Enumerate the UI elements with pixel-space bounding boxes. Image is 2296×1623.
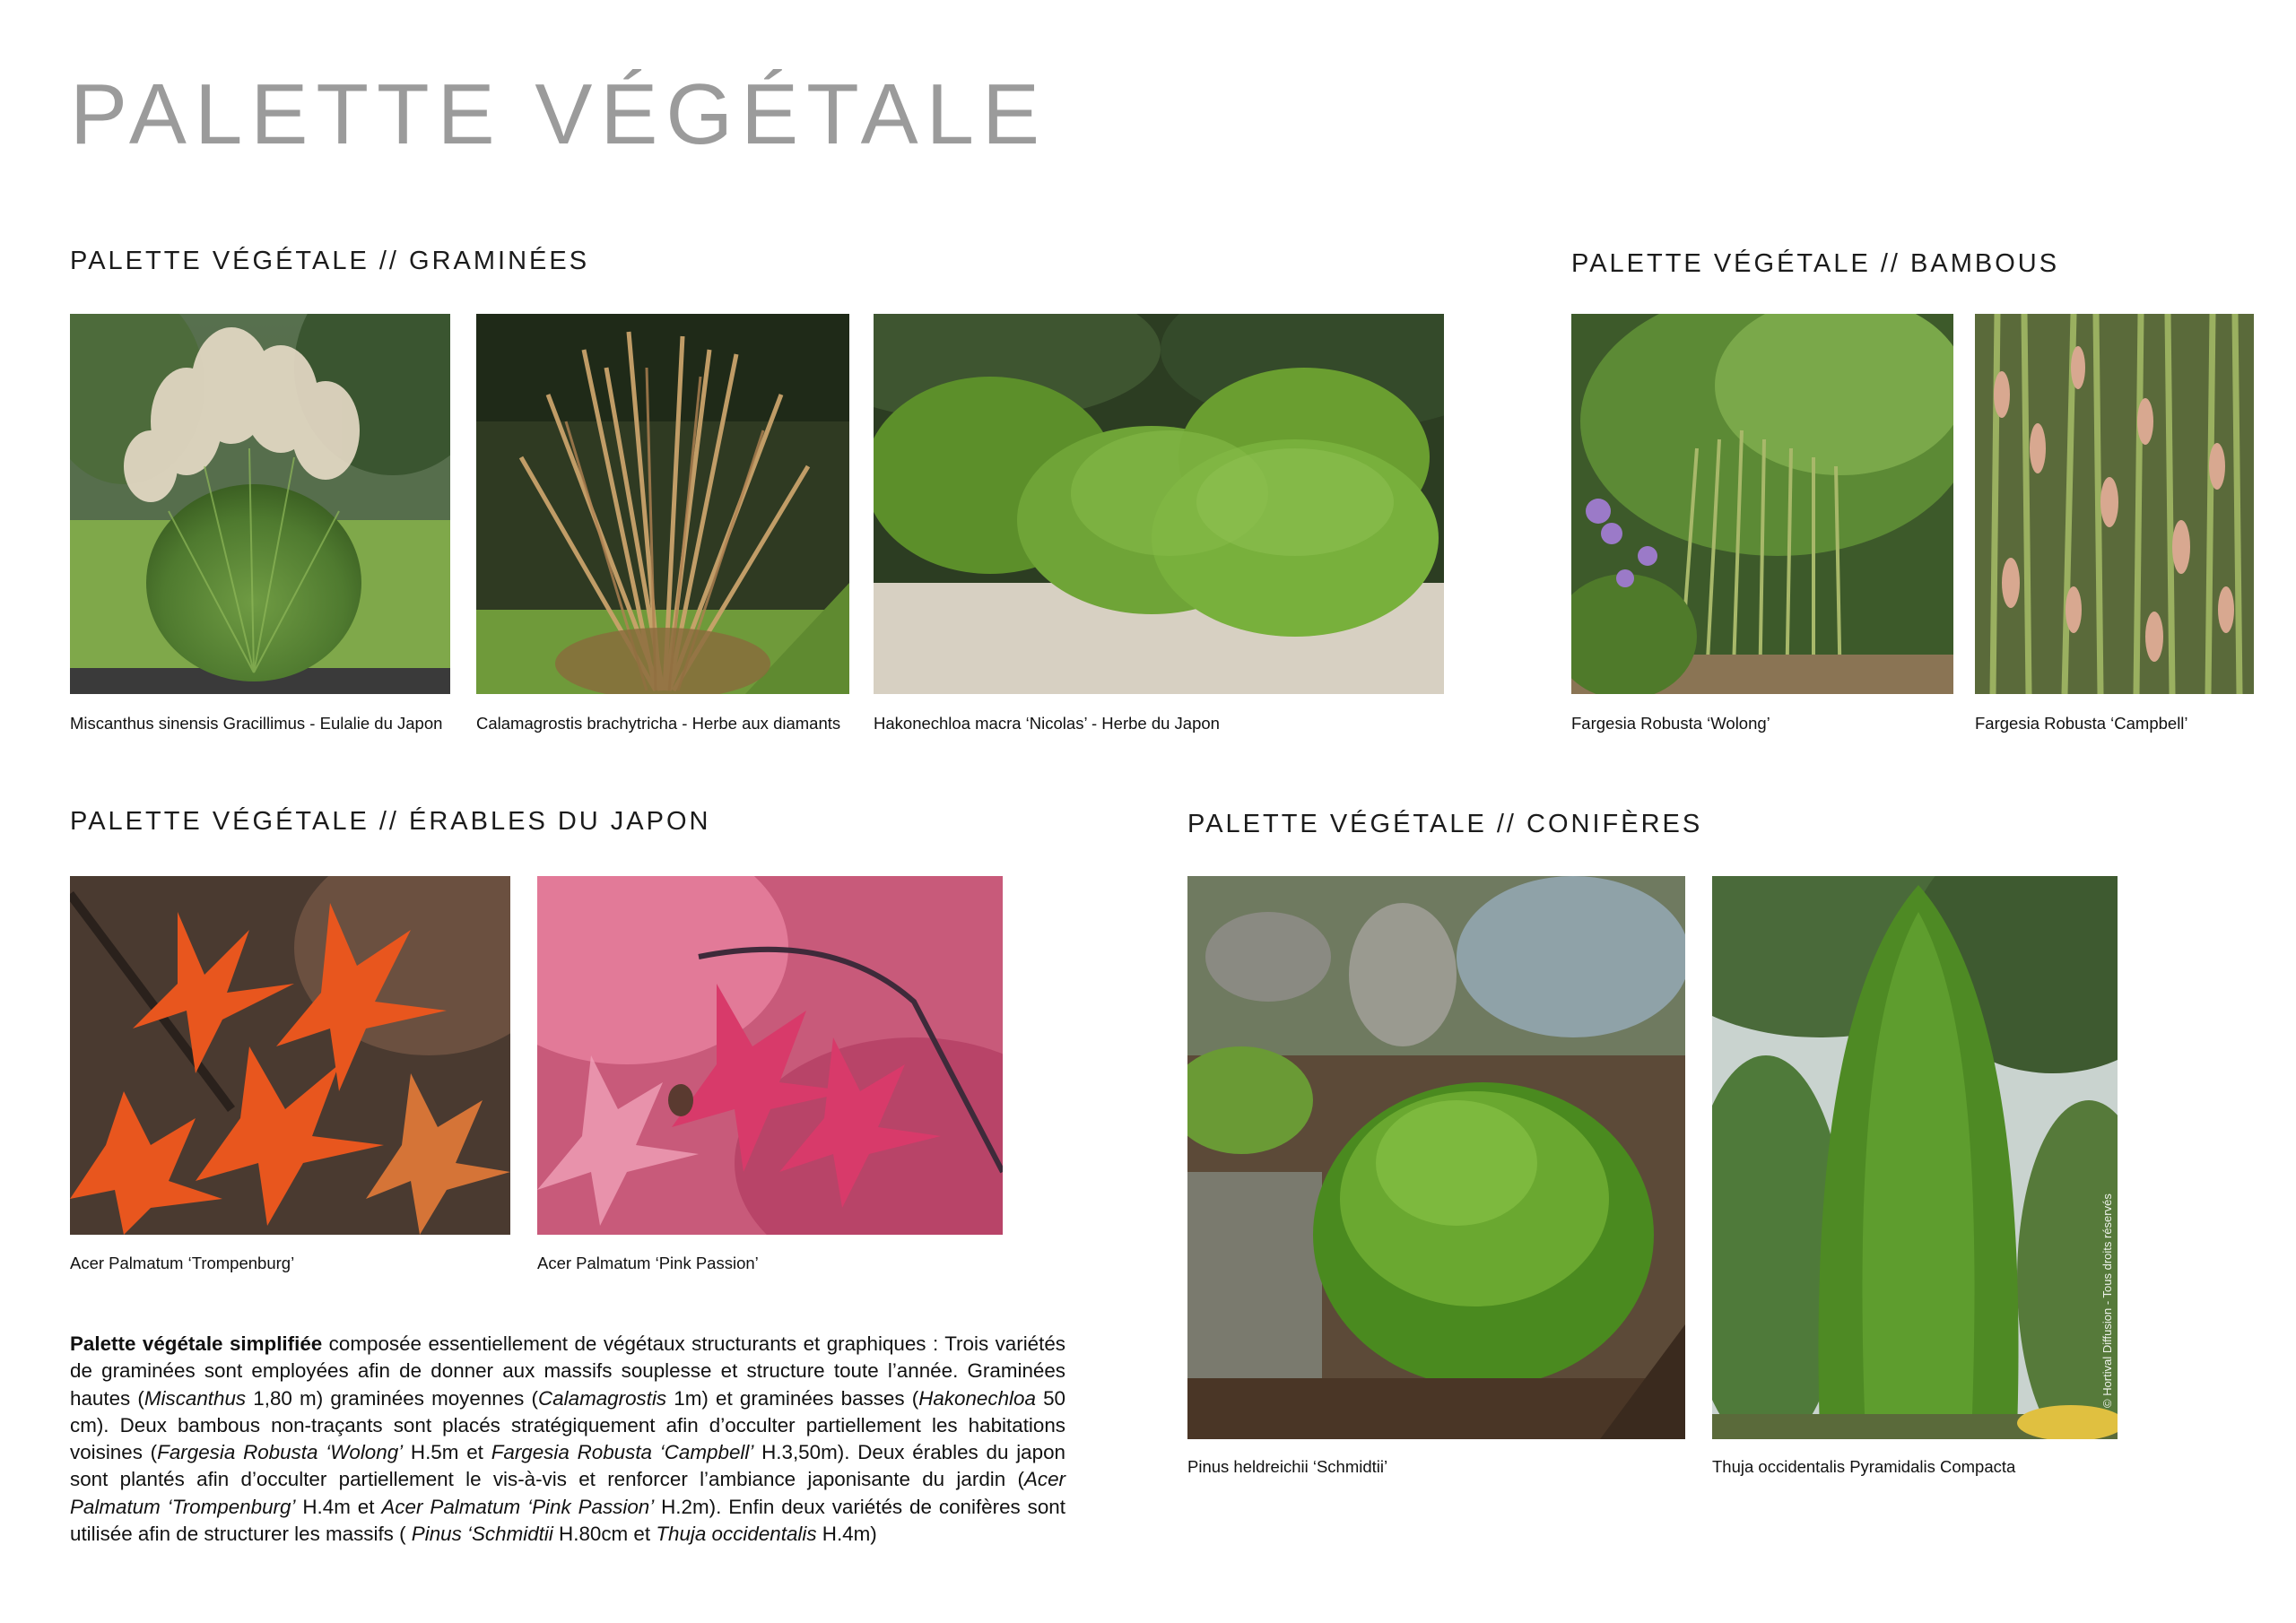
- description-text: 50 cm). Deux bambous non-traçants sont placés stratégiquement afin d’occulter partiellement les habitations voisines (: [70, 1386, 1066, 1464]
- section-title-bambous: PALETTE VÉGÉTALE // BAMBOUS: [1571, 249, 2060, 278]
- description-text: composée essentiellement de végétaux structurants et graphiques : Trois variétés de graminées sont employées afin de donner aux massifs souplesse et structure toute l’année. Graminées hautes (: [70, 1332, 1065, 1410]
- description-paragraph: [70, 1331, 1065, 1548]
- photo-campbell: [1975, 314, 2254, 694]
- description-lead: Palette végétale simplifiée: [70, 1332, 323, 1355]
- description-italic: Acer Palmatum ‘Pink Passion’: [381, 1495, 655, 1518]
- description-italic: Fargesia Robusta ‘Campbell’: [491, 1441, 754, 1464]
- description-italic: Thuja occidentalis: [656, 1523, 817, 1546]
- description-text: H.80cm et: [552, 1523, 657, 1546]
- caption-pink-passion: Acer Palmatum ‘Pink Passion’: [537, 1254, 759, 1272]
- photo-miscanthus: [70, 314, 450, 694]
- description-italic: Acer Palmatum ‘Trompenburg’: [70, 1468, 1065, 1518]
- description-text: 1m) et graminées basses (: [666, 1386, 919, 1410]
- photo-thuja: [1712, 876, 2118, 1439]
- description-text: 1,80 m) graminées moyennes (: [246, 1386, 539, 1410]
- caption-wolong: Fargesia Robusta ‘Wolong’: [1571, 714, 1770, 733]
- photo-trompenburg: [70, 876, 510, 1235]
- description-italic: Pinus ‘Schmidtii: [411, 1523, 553, 1546]
- caption-campbell: Fargesia Robusta ‘Campbell’: [1975, 714, 2188, 733]
- description-text: H.5m et: [403, 1441, 491, 1464]
- page-title: PALETTE VÉGÉTALE: [70, 66, 1048, 162]
- photo-wolong: [1571, 314, 1953, 694]
- caption-pinus: Pinus heldreichii ‘Schmidtii’: [1187, 1457, 1388, 1476]
- section-title-coniferes: PALETTE VÉGÉTALE // CONIFÈRES: [1187, 810, 1703, 838]
- description-italic: Miscanthus: [144, 1386, 247, 1410]
- description-italic: Hakonechloa: [918, 1386, 1036, 1410]
- caption-miscanthus: Miscanthus sinensis Gracillimus - Eulalie du Japon: [70, 714, 443, 733]
- description-italic: Calamagrostis: [538, 1386, 667, 1410]
- photo-calamagrostis: [476, 314, 849, 694]
- description-italic: Fargesia Robusta ‘Wolong’: [157, 1441, 404, 1464]
- description-text: H.2m). Enfin deux variétés de conifères sont utilisée afin de structurer les massifs (: [70, 1495, 1065, 1546]
- photo-hakonechloa: [874, 314, 1444, 694]
- section-title-erables: PALETTE VÉGÉTALE // ÉRABLES DU JAPON: [70, 807, 711, 836]
- section-title-graminees: PALETTE VÉGÉTALE // GRAMINÉES: [70, 247, 590, 275]
- description-text: H.4m et: [295, 1495, 382, 1518]
- photo-credit: © Hortival Diffusion - Tous droits réservés: [2100, 1193, 2114, 1408]
- caption-calamagrostis: Calamagrostis brachytricha - Herbe aux diamants: [476, 714, 841, 733]
- caption-thuja: Thuja occidentalis Pyramidalis Compacta: [1712, 1457, 2016, 1476]
- description-text: H.4m): [816, 1523, 877, 1546]
- photo-pinus: [1187, 876, 1685, 1439]
- caption-trompenburg: Acer Palmatum ‘Trompenburg’: [70, 1254, 295, 1272]
- photo-pink-passion: [537, 876, 1003, 1235]
- caption-hakonechloa: Hakonechloa macra ‘Nicolas’ - Herbe du Japon: [874, 714, 1220, 733]
- description-text: H.3,50m). Deux érables du japon sont plantés afin d’occulter partiellement le vis-à-vis et renforcer l’ambiance japonisante du jardin (: [70, 1441, 1065, 1491]
